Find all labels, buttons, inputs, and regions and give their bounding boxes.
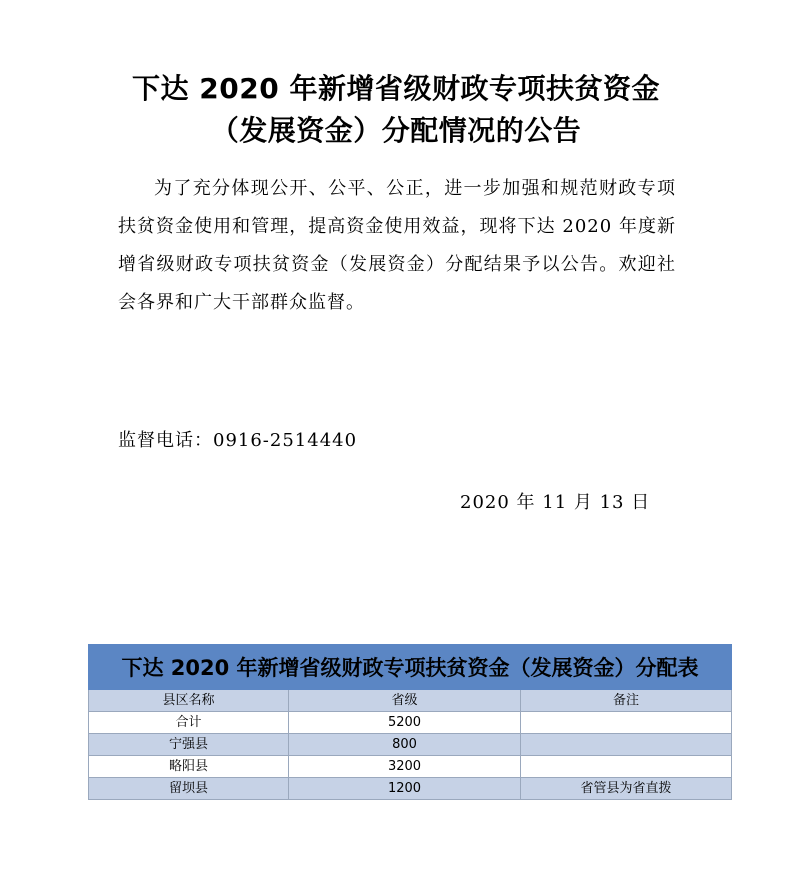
cell-amount: 800: [289, 734, 521, 756]
table-title: 下达 2020 年新增省级财政专项扶贫资金（发展资金）分配表: [89, 645, 732, 690]
header-provincial: 省级: [289, 690, 521, 712]
cell-remarks: 省管县为省直拨: [521, 778, 732, 800]
cell-remarks: [521, 712, 732, 734]
table-row: [89, 734, 732, 756]
contact-phone: 监督电话：0916-2514440: [118, 430, 358, 451]
cell-amount: 1200: [289, 778, 521, 800]
cell-amount: 5200: [289, 712, 521, 734]
cell-county: 略阳县: [89, 756, 289, 778]
cell-remarks: [521, 756, 732, 778]
table-row: [89, 756, 732, 778]
cell-amount: 3200: [289, 756, 521, 778]
header-county: 县区名称: [89, 690, 289, 712]
cell-county: 留坝县: [89, 778, 289, 800]
header-remarks: 备注: [521, 690, 732, 712]
issue-date: 2020 年 11 月 13 日: [460, 492, 651, 513]
title-line-2: （发展资金）分配情况的公告: [210, 114, 582, 147]
cell-remarks: [521, 734, 732, 756]
cell-county: 合计: [89, 712, 289, 734]
cell-county: 宁强县: [89, 734, 289, 756]
announcement-body: 为了充分体现公开、公平、公正，进一步加强和规范财政专项扶贫资金使用和管理，提高资金使用效益，现将下达 2020 年度新增省级财政专项扶贫资金（发展资金）分配结果予以公告。欢迎社会各界和广大干部群众监督。: [118, 178, 676, 313]
table-row: [89, 712, 732, 734]
allocation-table: [88, 644, 732, 800]
title-line-1: 下达 2020 年新增省级财政专项扶贫资金: [132, 72, 660, 105]
table-row: [89, 778, 732, 800]
document-title: [0, 68, 792, 152]
table-header-row: [89, 690, 732, 712]
